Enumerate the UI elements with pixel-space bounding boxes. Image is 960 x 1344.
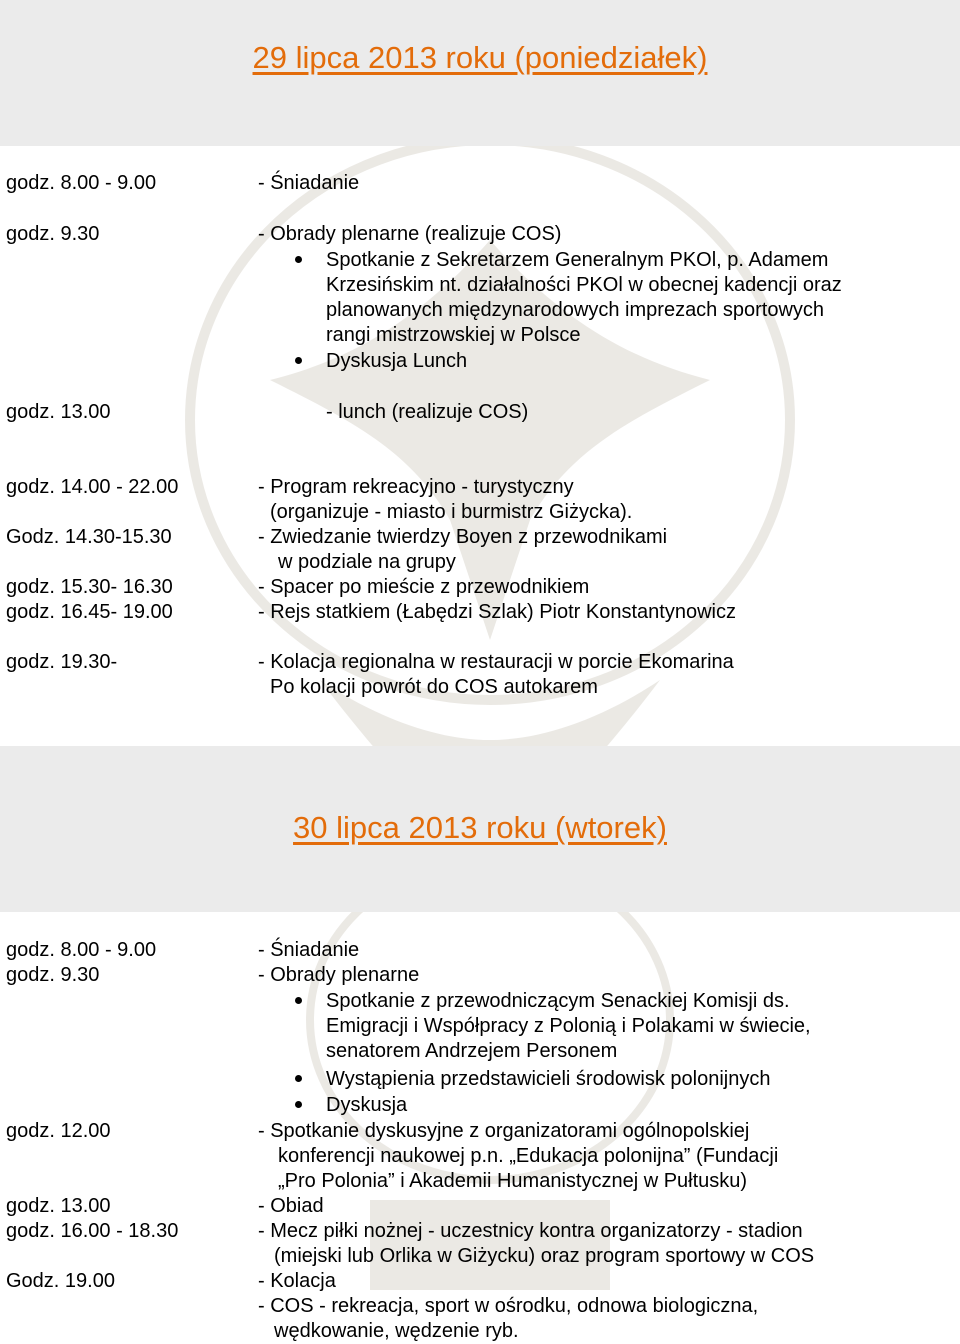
day1-text-5b: w podziale na grupy [278,551,456,573]
day2-text-6: - Kolacja [258,1270,336,1292]
day1-text-1: - Śniadanie [258,172,360,194]
day2-text-6c: wędkowanie, wędzenie ryb. [274,1320,519,1342]
day2-time-2: godz. 9.30 [6,964,100,986]
day1-bullet1-line1: Spotkanie z Sekretarzem Generalnym PKOl, p. Adamem [326,249,829,271]
bullet-dot [295,256,302,263]
day1-time-3: godz. 13.00 [6,401,111,423]
day1-bullet1-line4: rangi mistrzowskiej w Polsce [326,324,581,346]
day2-time-4: godz. 13.00 [6,1195,111,1217]
bullet-dot [295,1101,302,1108]
day2-text-2: - Obrady plenarne [258,964,420,986]
day2-text-3: - Spotkanie dyskusyjne z organizatorami ogólnopolskiej [258,1120,750,1142]
day2-text-4: - Obiad [258,1195,324,1217]
day2-bullet1-line1: Spotkanie z przewodniczącym Senackiej Komisji ds. [326,990,790,1012]
day1-time-1: godz. 8.00 - 9.00 [6,172,157,194]
day1-time-8: godz. 19.30- [6,651,118,673]
day1-text-4b: (organizuje - miasto i burmistrz Giżycka). [270,501,633,523]
day2-bullet1-line3: senatorem Andrzejem Personem [326,1040,618,1062]
day1-text-5: - Zwiedzanie twierdzy Boyen z przewodnikami [258,526,668,548]
day1-bullet1-line3: planowanych międzynarodowych imprezach sportowych [326,299,825,321]
day1-time-2: godz. 9.30 [6,223,100,245]
day1-time-6: godz. 15.30- 16.30 [6,576,173,598]
day1-bullet2: Dyskusja Lunch [326,350,468,372]
day1-text-8: - Kolacja regionalna w restauracji w porcie Ekomarina [258,651,734,673]
bullet-dot [295,1075,302,1082]
day2-text-3c: „Pro Polonia” i Akademii Humanistycznej w Pułtusku) [278,1170,748,1192]
day2-bullet3: Dyskusja [326,1094,408,1116]
day1-text-3: - lunch (realizuje COS) [326,401,529,423]
day2-text-1: - Śniadanie [258,939,360,961]
day1-text-8b: Po kolacji powrót do COS autokarem [270,676,598,698]
day2-text-5: - Mecz piłki nożnej - uczestnicy kontra organizatorzy - stadion [258,1220,803,1242]
day1-text-2: - Obrady plenarne (realizuje COS) [258,223,562,245]
day1-title: 29 lipca 2013 roku (poniedziałek) [252,40,708,75]
day1-time-7: godz. 16.45- 19.00 [6,601,173,623]
day2-time-6: Godz. 19.00 [6,1270,115,1292]
day1-bullet1-line2: Krzesińskim nt. działalności PKOl w obecnej kadencji oraz [326,274,842,296]
day2-time-5: godz. 16.00 - 18.30 [6,1220,179,1242]
bullet-dot [295,997,302,1004]
day2-time-1: godz. 8.00 - 9.00 [6,939,157,961]
day1-time-5: Godz. 14.30-15.30 [6,526,172,548]
day2-bullet1-line2: Emigracji i Współpracy z Polonią i Polakami w świecie, [326,1015,811,1037]
day1-text-7: - Rejs statkiem (Łabędzi Szlak) Piotr Konstantynowicz [258,601,736,623]
day2-title: 30 lipca 2013 roku (wtorek) [293,810,667,845]
day2-text-5b: (miejski lub Orlika w Giżycku) oraz program sportowy w COS [274,1245,815,1267]
day2-time-3: godz. 12.00 [6,1120,111,1142]
day2-text-6b: - COS - rekreacja, sport w ośrodku, odnowa biologiczna, [258,1295,759,1317]
day2-bullet2: Wystąpienia przedstawicieli środowisk polonijnych [326,1068,771,1090]
day2-text-3b: konferencji naukowej p.n. „Edukacja polonijna” (Fundacji [278,1145,779,1167]
bullet-dot [295,357,302,364]
day1-time-4: godz. 14.00 - 22.00 [6,476,179,498]
day1-text-6: - Spacer po mieście z przewodnikiem [258,576,590,598]
day1-text-4: - Program rekreacyjno - turystyczny [258,476,574,498]
